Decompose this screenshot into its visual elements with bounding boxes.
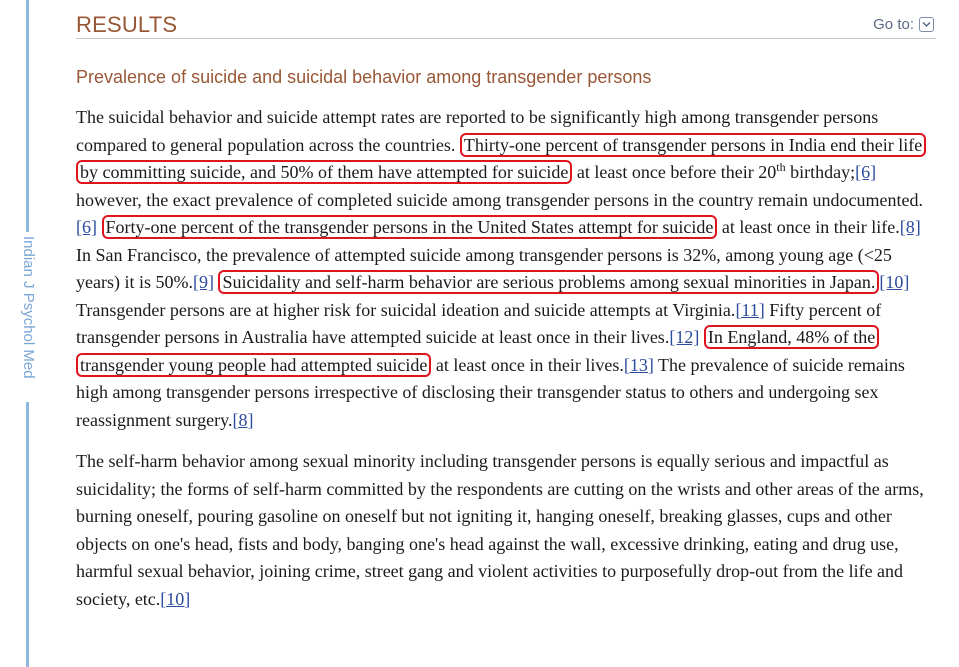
text-span: The prevalence of suicide remains high among transgender persons irrespective of disclosing their transgender status to others and undergoing sex reassignment surgery. — [76, 354, 905, 430]
citation-12[interactable]: [12] — [669, 327, 700, 347]
text-span: In San Francisco, the prevalence of attempted suicide among transgender persons is 32%, among young age (<25 years) it is 50%. — [76, 244, 892, 292]
results-paragraph-2 — [76, 448, 938, 613]
text-span: birthday; — [785, 162, 856, 182]
highlight-japan: Suicidality and self-harm behavior are serious problems among sexual minorities in Japan. — [218, 270, 879, 294]
text-span: Fifty percent of transgender persons in Australia have attempted suicide at least once in their lives. — [76, 299, 882, 347]
goto-label: Go to: — [873, 16, 914, 33]
text-span: The suicidal behavior and suicide attempt rates are reported to be significantly high among transgender persons compared to general population across the countries. — [76, 107, 879, 155]
highlight-england: In England, 48% of the transgender young people had attempted suicide — [76, 325, 879, 377]
results-paragraph-1 — [76, 104, 938, 434]
text-span: The self-harm behavior among sexual minority including transgender persons is equally serious and impactful as suicidality; the forms of self-harm committed by the respondents are cutting on the wrists and other areas of the arms, burning oneself, pouring gasoline on oneself but not igniting it, hanging oneself, breaking glasses, cups and other objects on one's head, fists and body, banging one's head against the wall, excessive drinking, eating and drug use, harmful sexual behavior, joining crime, street gang and violent activities to purposefully drop-out from the life and society, etc. — [76, 451, 924, 609]
citation-10[interactable]: [10] — [160, 588, 191, 609]
article-content — [76, 0, 936, 613]
highlight-india: Thirty-one percent of transgender persons in India end their life by committing suicide, and 50% of them have attempted for suicide — [76, 133, 926, 185]
citation-10[interactable]: [10] — [879, 272, 910, 292]
text-span: at least once in their lives. — [431, 354, 624, 375]
section-title: RESULTS — [76, 12, 178, 37]
text-span — [97, 217, 102, 237]
chevron-down-icon[interactable] — [919, 17, 934, 32]
journal-label[interactable]: Indian J Psychol Med — [20, 232, 36, 402]
citation-8[interactable]: [8] — [899, 217, 921, 237]
text-span: at least once in their life. — [717, 217, 900, 237]
superscript: th — [776, 160, 786, 174]
section-header — [76, 0, 936, 39]
citation-9[interactable]: [9] — [192, 272, 214, 292]
text-span: at least once before their 20 — [572, 162, 777, 182]
text-span: Transgender persons are at higher risk for suicidal ideation and suicide attempts at Virginia. — [76, 299, 736, 320]
subsection-title: Prevalence of suicide and suicidal behavior among transgender persons — [76, 67, 652, 87]
citation-11[interactable]: [11] — [735, 299, 765, 320]
text-span: however, the exact prevalence of completed suicide among transgender persons in the country remain undocumented. — [76, 189, 923, 210]
citation-6[interactable]: [6] — [76, 217, 97, 237]
goto-button[interactable] — [873, 16, 934, 33]
highlight-united-states: Forty-one percent of the transgender persons in the United States attempt for suicide — [102, 215, 718, 239]
citation-6[interactable]: [6] — [855, 162, 877, 182]
citation-13[interactable]: [13] — [623, 354, 654, 375]
citation-8[interactable]: [8] — [232, 409, 254, 430]
